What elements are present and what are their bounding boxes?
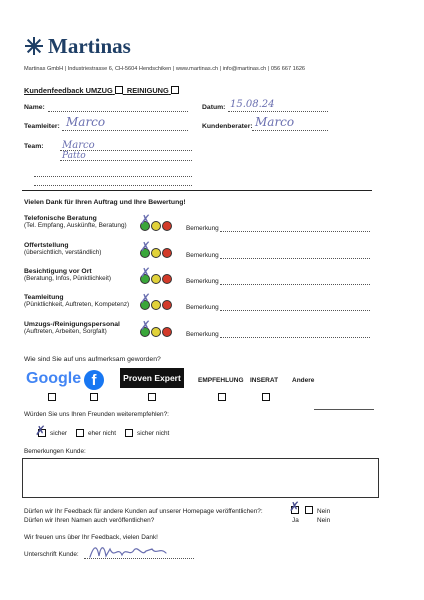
andere-label: Andere (292, 377, 315, 384)
remarks-textarea[interactable] (22, 458, 379, 498)
rating-row (24, 321, 120, 335)
bemerkung-field[interactable] (220, 284, 370, 285)
team-field-4[interactable] (34, 185, 192, 186)
bemerkung-label: Bemerkung (186, 304, 219, 311)
publish-nein-label-1: Nein (317, 508, 331, 515)
company-logo (24, 36, 44, 56)
rating-title: Besichtigung vor Ort (24, 268, 92, 275)
teamleiter-value: Marco (66, 115, 106, 129)
recommend-eher-nicht-label: eher nicht (88, 430, 117, 437)
bemerkung-label: Bemerkung (186, 331, 219, 338)
sad-face-icon[interactable] (162, 300, 172, 310)
rating-title: Telefonische Beratung (24, 215, 97, 222)
rating-row (24, 215, 127, 229)
form-title (24, 86, 179, 95)
proven-expert-logo: Proven Expert (120, 368, 184, 388)
bemerkung-field[interactable] (220, 231, 370, 232)
team-value-2: Patto (62, 151, 86, 161)
recommend-sicher-nicht-checkbox[interactable] (125, 429, 133, 437)
publish-nein-checkbox-1[interactable] (305, 506, 313, 514)
empfehlung-label: EMPFEHLUNG (198, 377, 244, 384)
google-checkbox[interactable] (48, 393, 56, 401)
teamleiter-label: Teamleiter: (24, 123, 60, 130)
rating-subtitle: (Beratung, Infos, Pünktlichkeit) (24, 275, 112, 282)
name-field[interactable] (48, 111, 188, 112)
kundenberater-label: Kundenberater: (202, 123, 253, 130)
signature-label: Unterschrift Kunde: (24, 551, 79, 558)
publish-ja-mark: ✗ (289, 500, 300, 515)
rating-mark: ✗ (140, 240, 151, 255)
bemerkung-label: Bemerkung (186, 225, 219, 232)
bemerkung-label: Bemerkung (186, 278, 219, 285)
rating-mark: ✗ (140, 292, 151, 307)
rating-title: Teamleitung (24, 294, 64, 301)
rating-mark: ✗ (140, 266, 151, 281)
facebook-checkbox[interactable] (90, 393, 98, 401)
kundenberater-value: Marco (255, 115, 295, 129)
rating-row (24, 268, 111, 282)
bemerkung-field[interactable] (220, 310, 370, 311)
company-address: Martinas GmbH | Industriestrasse 6, CH-5604 Hendschiken | www.martinas.ch | info@martinas.ch | 056 667 1626 (24, 66, 306, 72)
divider (22, 190, 372, 191)
team-value-1: Marco (62, 140, 95, 151)
closing-text: Wir freuen uns über Ihr Feedback, vielen Dank! (24, 534, 158, 541)
sad-face-icon[interactable] (162, 327, 172, 337)
recommend-eher-nicht-checkbox[interactable] (76, 429, 84, 437)
neutral-face-icon[interactable] (151, 248, 161, 258)
title-reinigung: REINIGUNG (126, 86, 169, 95)
bemerkung-label: Bemerkung (186, 252, 219, 259)
rating-subtitle: (Tel. Empfang, Auskünfte, Beratung) (24, 222, 127, 229)
kundenberater-field[interactable] (252, 130, 328, 131)
neutral-face-icon[interactable] (151, 327, 161, 337)
handwritten-signature (88, 541, 170, 561)
snowflake-logo-icon (24, 36, 44, 56)
recommend-sicher-nicht-label: sicher nicht (137, 430, 170, 437)
bemerkung-field[interactable] (220, 337, 370, 338)
team-label: Team: (24, 143, 44, 150)
thanks-text: Vielen Dank für Ihren Auftrag und Ihre Bewertung! (24, 199, 186, 206)
teamleiter-field[interactable] (62, 130, 188, 131)
title-umzug: Kundenfeedback UMZUG (24, 86, 113, 95)
empfehlung-checkbox[interactable] (218, 393, 226, 401)
recommend-sicher-mark: ✗ (35, 424, 46, 439)
rating-subtitle: (übersichtlich, verständlich) (24, 249, 102, 256)
remarks-label: Bemerkungen Kunde: (24, 448, 86, 455)
google-logo: Google (26, 370, 82, 387)
publish-question-2: Dürfen wir Ihren Namen auch veröffentlichen? (24, 517, 155, 524)
datum-field[interactable] (228, 111, 328, 112)
datum-value: 15.08.24 (230, 99, 275, 110)
proven-expert-checkbox[interactable] (148, 393, 156, 401)
rating-row (24, 294, 129, 308)
sad-face-icon[interactable] (162, 274, 172, 284)
publish-nein-label-2: Nein (317, 517, 331, 524)
rating-row (24, 242, 101, 256)
sad-face-icon[interactable] (162, 248, 172, 258)
inserat-checkbox[interactable] (262, 393, 270, 401)
recommend-question: Würden Sie uns Ihren Freunden weiterempfehlen?: (24, 411, 169, 418)
rating-subtitle: (Pünktlichkeit, Auftreten, Kompetenz) (24, 301, 130, 308)
facebook-icon: f (84, 370, 104, 390)
rating-mark: ✗ (140, 319, 151, 334)
neutral-face-icon[interactable] (151, 274, 161, 284)
reinigung-checkbox[interactable] (171, 86, 179, 94)
bemerkung-field[interactable] (220, 258, 370, 259)
andere-field[interactable] (314, 409, 374, 410)
publish-question-1: Dürfen wir Ihr Feedback für andere Kunden auf unserer Homepage veröffentlichen?: (24, 508, 263, 515)
neutral-face-icon[interactable] (151, 221, 161, 231)
team-field-3[interactable] (34, 176, 192, 177)
rating-title: Umzugs-/Reinigungspersonal (24, 321, 120, 328)
datum-label: Datum: (202, 104, 226, 111)
rating-title: Offertstellung (24, 242, 69, 249)
sad-face-icon[interactable] (162, 221, 172, 231)
name-label: Name: (24, 104, 45, 111)
neutral-face-icon[interactable] (151, 300, 161, 310)
publish-ja-label: Ja (292, 517, 299, 524)
rating-subtitle: (Auftreten, Arbeiten, Sorgfalt) (24, 328, 107, 335)
recommend-sicher-label: sicher (50, 430, 68, 437)
source-question: Wie sind Sie auf uns aufmerksam geworden? (24, 356, 161, 363)
rating-mark: ✗ (140, 213, 151, 228)
umzug-checkbox[interactable] (115, 86, 123, 94)
inserat-label: INSERAT (250, 377, 279, 384)
brand-name: Martinas (48, 34, 131, 58)
